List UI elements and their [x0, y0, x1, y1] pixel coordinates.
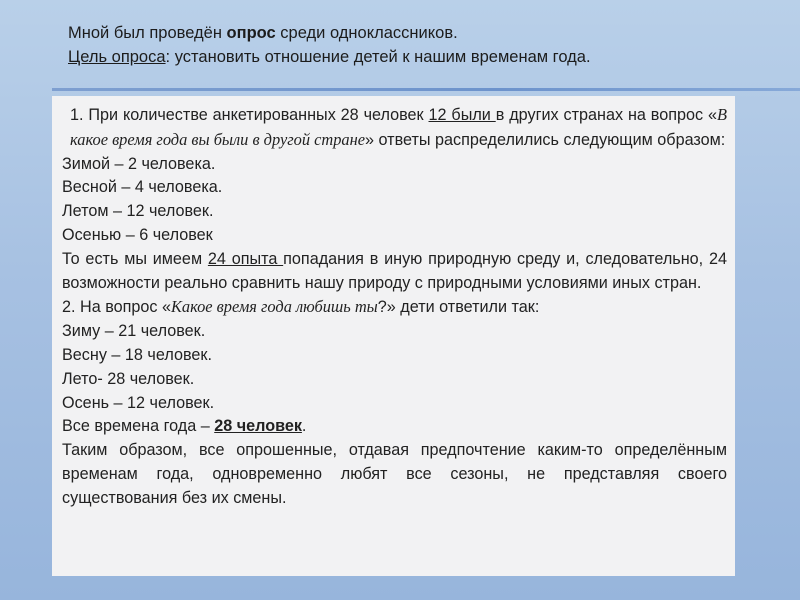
- content-panel: [52, 96, 735, 576]
- all-underlined-count: 28 человек: [214, 417, 302, 436]
- q2-question: Какое время года любишь ты: [170, 297, 378, 317]
- experience-paragraph: [62, 248, 727, 296]
- intro-bold-word: опрос: [226, 24, 276, 42]
- result-all-seasons: [62, 415, 727, 439]
- result-autumn-1: Осенью – 6 человек: [62, 225, 213, 244]
- survey-results-text: [62, 103, 727, 511]
- all-text-b: .: [301, 417, 307, 436]
- result-summer-1: Летом – 12 человек.: [62, 202, 214, 221]
- question-2-line: [62, 295, 727, 320]
- header-divider: [52, 88, 800, 91]
- intro-prefix: Мной был проведён: [68, 24, 227, 42]
- survey-goal-line: [68, 47, 591, 67]
- q1-text-c: » ответы распределились следующим образом:: [365, 130, 726, 149]
- result-spring-2: Весну – 18 человек.: [62, 345, 212, 364]
- all-text-a: Все времена года –: [62, 417, 215, 436]
- result-spring-1: Весной – 4 человека.: [62, 178, 223, 197]
- result-summer-2: Лето- 28 человек.: [62, 369, 195, 388]
- result-winter-1: Зимой – 2 человека.: [62, 154, 216, 173]
- q1-underlined: 12 были: [428, 106, 496, 124]
- conclusion-paragraph: Таким образом, все опрошенные, отдавая предпочтение каким-то определённым временам года, одновременно любят все сезоны, не представляя своего существования без их смены.: [62, 441, 727, 507]
- q2-text-b: ?» дети ответили так:: [377, 298, 540, 317]
- q1-text-b: в других странах на вопрос «: [495, 106, 717, 124]
- question-1-paragraph: [62, 103, 727, 153]
- intro-suffix: среди одноклассников.: [275, 24, 458, 42]
- exp-text-b: попадания в иную природную среду и, следовательно, 24 возможности реально сравнить нашу природу с природными условиями иных стран.: [62, 249, 727, 292]
- survey-intro-line: [68, 23, 458, 43]
- result-winter-2: Зиму – 21 человек.: [62, 322, 206, 341]
- goal-label: Цель опроса: [68, 48, 166, 66]
- goal-text: : установить отношение детей к нашим временам года.: [165, 48, 591, 66]
- q1-text-a: 1. При количестве анкетированных 28 человек: [70, 106, 429, 124]
- exp-text-a: То есть мы имеем: [62, 249, 208, 268]
- result-autumn-2: Осень – 12 человек.: [62, 393, 215, 412]
- exp-underlined: 24 опыта: [207, 249, 284, 268]
- q2-text-a: 2. На вопрос «: [62, 298, 171, 317]
- slide-header: [0, 0, 800, 88]
- q1-question: В какое время года вы были в другой стране: [70, 105, 727, 149]
